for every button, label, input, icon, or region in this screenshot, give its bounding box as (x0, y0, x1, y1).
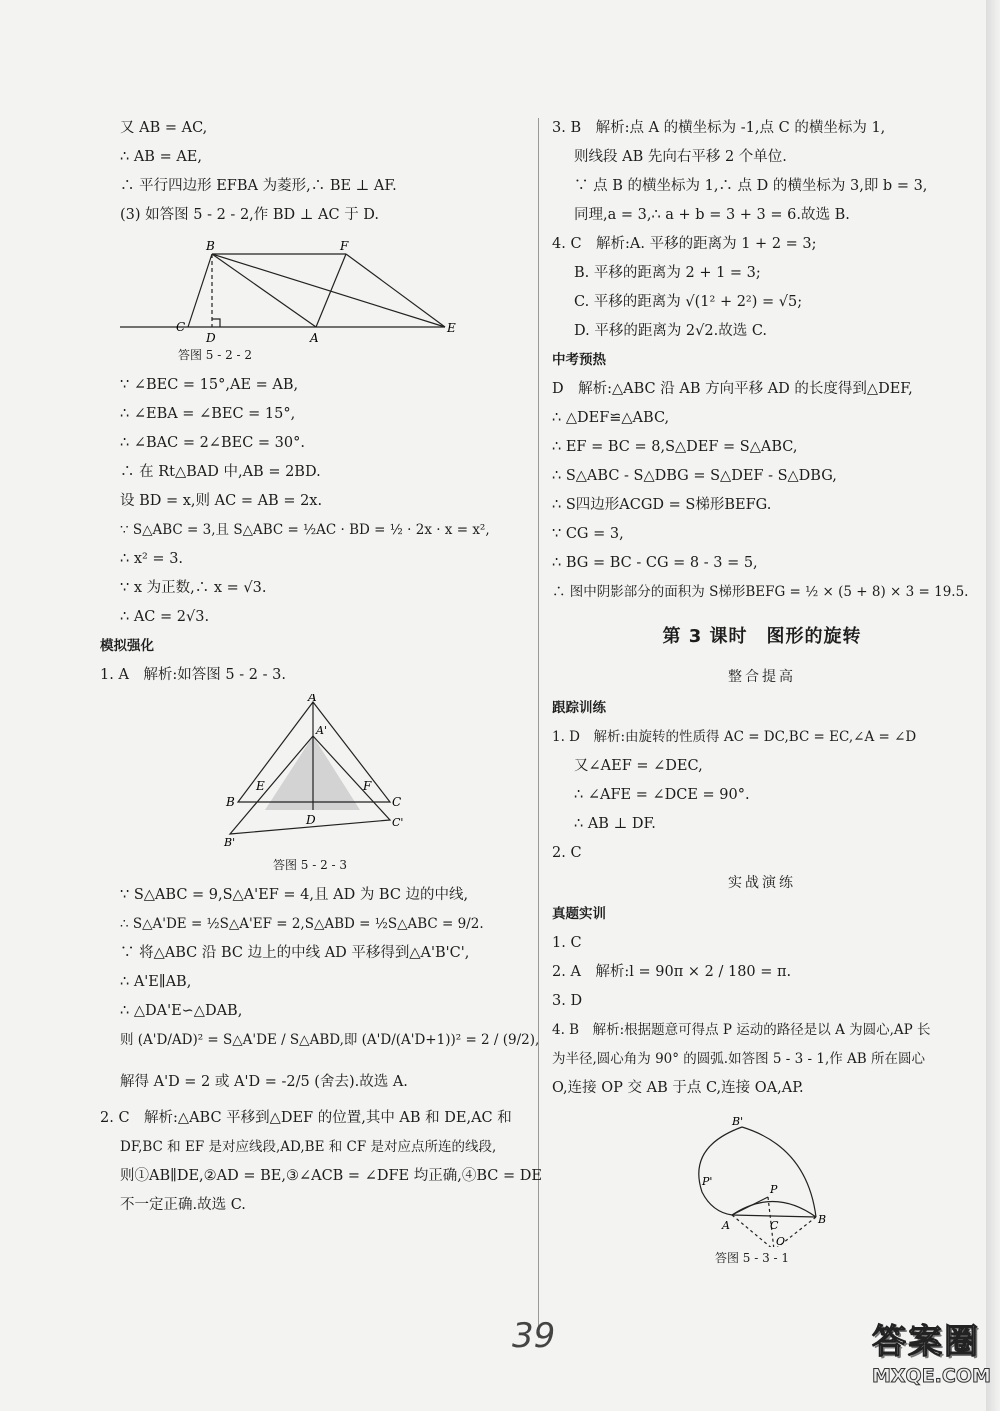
svg-text:E: E (447, 321, 456, 335)
svg-text:A: A (310, 331, 319, 344)
text-line: 解得 A'D = 2 或 A'D = -2/5 (舍去).故选 A. (120, 1074, 408, 1090)
svg-text:A': A' (316, 724, 327, 737)
svg-text:C': C' (392, 816, 404, 829)
section-heading: 跟踪训练 (552, 700, 606, 716)
subsection-title: 实战演练 (728, 875, 796, 891)
text-line: O,连接 OP 交 AB 于点 C,连接 OA,AP. (552, 1080, 804, 1096)
parallelogram-diagram (100, 234, 530, 344)
text-line: D 解析:△ABC 沿 AB 方向平移 AD 的长度得到△DEF, (552, 381, 913, 397)
text-line: B. 平移的距离为 2 + 1 = 3; (574, 265, 761, 281)
text-line: ∴ 平行四边形 EFBA 为菱形,∴ BE ⊥ AF. (120, 178, 397, 194)
text-line: ∴ S四边形ACGD = S梯形BEFG. (552, 497, 772, 513)
section-heading: 中考预热 (552, 352, 606, 368)
svg-text:F: F (340, 239, 349, 253)
text-line: ∴ AC = 2√3. (120, 609, 210, 625)
watermark-logo (872, 1314, 1000, 1410)
right-column (552, 118, 972, 1278)
text-line: 3. D (552, 993, 583, 1009)
svg-text:A: A (308, 694, 317, 704)
text-line: 2. C (552, 845, 582, 861)
text-line: ∵ S△ABC = 3,且 S△ABC = ½AC · BD = ½ · 2x · x = x², (120, 522, 490, 538)
text-line: ∴ A'E∥AB, (120, 974, 192, 990)
svg-text:B: B (818, 1213, 827, 1226)
text-line: ∴ ∠BAC = 2∠BEC = 30°. (120, 435, 305, 451)
figure-5-2-2 (100, 234, 530, 344)
page-number: 39 (512, 1316, 556, 1356)
figure-caption: 答图 5 - 2 - 2 (177, 348, 253, 362)
text-line: DF,BC 和 EF 是对应线段,AD,BE 和 CF 是对应点所连的线段, (120, 1139, 497, 1155)
text-line: 不一定正确.故选 C. (120, 1197, 246, 1213)
svg-text:D: D (206, 331, 216, 344)
text-line: 则线段 AB 先向右平移 2 个单位. (574, 149, 787, 165)
section-heading: 模拟强化 (100, 638, 154, 654)
text-line: ∴ EF = BC = 8,S△DEF = S△ABC, (552, 439, 798, 455)
triangle-translation-diagram (100, 694, 530, 854)
svg-text:C: C (392, 795, 402, 809)
text-line: 2. C 解析:△ABC 平移到△DEF 的位置,其中 AB 和 DE,AC 和 (100, 1110, 512, 1126)
text-line: ∴ BG = BC - CG = 8 - 3 = 5, (552, 555, 758, 571)
text-line: D. 平移的距离为 2√2.故选 C. (574, 323, 768, 339)
svg-text:B': B' (224, 836, 236, 849)
svg-text:C: C (770, 1219, 779, 1232)
text-line: ∴ △DA'E∽△DAB, (120, 1003, 243, 1019)
text-line: ∴ ∠EBA = ∠BEC = 15°, (120, 406, 296, 422)
text-line: ∴ 在 Rt△BAD 中,AB = 2BD. (120, 464, 321, 480)
text-line: ∵ ∠BEC = 15°,AE = AB, (120, 377, 299, 393)
svg-text:P: P (770, 1183, 778, 1196)
text-line: 1. D 解析:由旋转的性质得 AC = DC,BC = EC,∠A = ∠D (552, 729, 917, 745)
text-line: ∵ x 为正数,∴ x = √3. (120, 580, 267, 596)
watermark-title: 答案圈 (872, 1322, 980, 1362)
lesson-title: 第 3 课时 图形的旋转 (662, 626, 862, 647)
text-line: ∴ 图中阴影部分的面积为 S梯形BEFG = ½ × (5 + 8) × 3 = 19.5. (552, 584, 969, 600)
text-line: 又 AB = AC, (120, 120, 208, 136)
svg-text:B': B' (732, 1115, 744, 1128)
svg-text:E: E (256, 779, 265, 793)
figure-5-3-1 (552, 1107, 972, 1247)
text-line: 3. B 解析:点 A 的横坐标为 -1,点 C 的横坐标为 1, (552, 120, 886, 136)
text-line: ∴ △DEF≌△ABC, (552, 410, 670, 426)
svg-text:P': P' (702, 1175, 713, 1188)
right-page-edge (986, 0, 1000, 1411)
text-line: ∵ 将△ABC 沿 BC 边上的中线 AD 平移得到△A'B'C', (120, 945, 470, 961)
text-line: ∴ S△A'DE = ½S△A'EF = 2,S△ABD = ½S△ABC = 9/2. (120, 916, 484, 932)
text-line: 设 BD = x,则 AC = AB = 2x. (120, 493, 323, 509)
text-line: ∴ AB = AE, (120, 149, 202, 165)
svg-text:C: C (176, 320, 186, 334)
text-line: (3) 如答图 5 - 2 - 2,作 BD ⊥ AC 于 D. (120, 207, 380, 223)
text-line: ∴ ∠AFE = ∠DCE = 90°. (574, 787, 750, 803)
rotation-arc-diagram (552, 1107, 972, 1247)
figure-5-2-3 (100, 694, 530, 854)
text-line: ∴ AB ⊥ DF. (574, 816, 656, 832)
svg-text:B: B (226, 795, 235, 809)
text-line: 则 (A'D/AD)² = S△A'DE / S△ABD,即 (A'D/(A'D+1))² = 2 / (9/2), (120, 1032, 540, 1048)
svg-text:B: B (206, 239, 215, 253)
watermark-url: MXQE.COM (872, 1365, 991, 1387)
text-line: 则①AB∥DE,②AD = BE,③∠ACB = ∠DFE 均正确,④BC = DE (120, 1168, 542, 1184)
text-line: C. 平移的距离为 √(1² + 2²) = √5; (574, 294, 803, 310)
text-line: 4. B 解析:根据题意可得点 P 运动的路径是以 A 为圆心,AP 长 (552, 1022, 931, 1038)
svg-text:A: A (722, 1219, 730, 1232)
left-column (100, 118, 542, 1224)
text-line: ∵ S△ABC = 9,S△A'EF = 4,且 AD 为 BC 边的中线, (120, 887, 469, 903)
text-line: 1. A 解析:如答图 5 - 2 - 3. (100, 667, 286, 683)
text-line: 又∠AEF = ∠DEC, (574, 758, 703, 774)
text-line: ∴ S△ABC - S△DBG = S△DEF - S△DBG, (552, 468, 837, 484)
svg-text:D: D (306, 813, 316, 827)
text-line: ∵ 点 B 的横坐标为 1,∴ 点 D 的横坐标为 3,即 b = 3, (574, 178, 928, 194)
text-line: ∴ x² = 3. (120, 551, 184, 567)
svg-text:F: F (363, 779, 372, 793)
text-line: 同理,a = 3,∴ a + b = 3 + 3 = 6.故选 B. (574, 207, 850, 223)
column-divider (538, 118, 539, 1338)
text-line: 4. C 解析:A. 平移的距离为 1 + 2 = 3; (552, 236, 817, 252)
figure-caption: 答图 5 - 3 - 1 (714, 1251, 790, 1265)
section-heading: 真题实训 (552, 906, 606, 922)
text-line: 为半径,圆心角为 90° 的圆弧.如答图 5 - 3 - 1,作 AB 所在圆心 (552, 1051, 925, 1067)
text-line: ∵ CG = 3, (552, 526, 624, 542)
text-line: 2. A 解析:l = 90π × 2 / 180 = π. (552, 964, 792, 980)
text-line: 1. C (552, 935, 582, 951)
svg-text:O: O (776, 1235, 786, 1247)
subsection-title: 整合提高 (728, 669, 796, 685)
figure-caption: 答图 5 - 2 - 3 (272, 858, 348, 872)
